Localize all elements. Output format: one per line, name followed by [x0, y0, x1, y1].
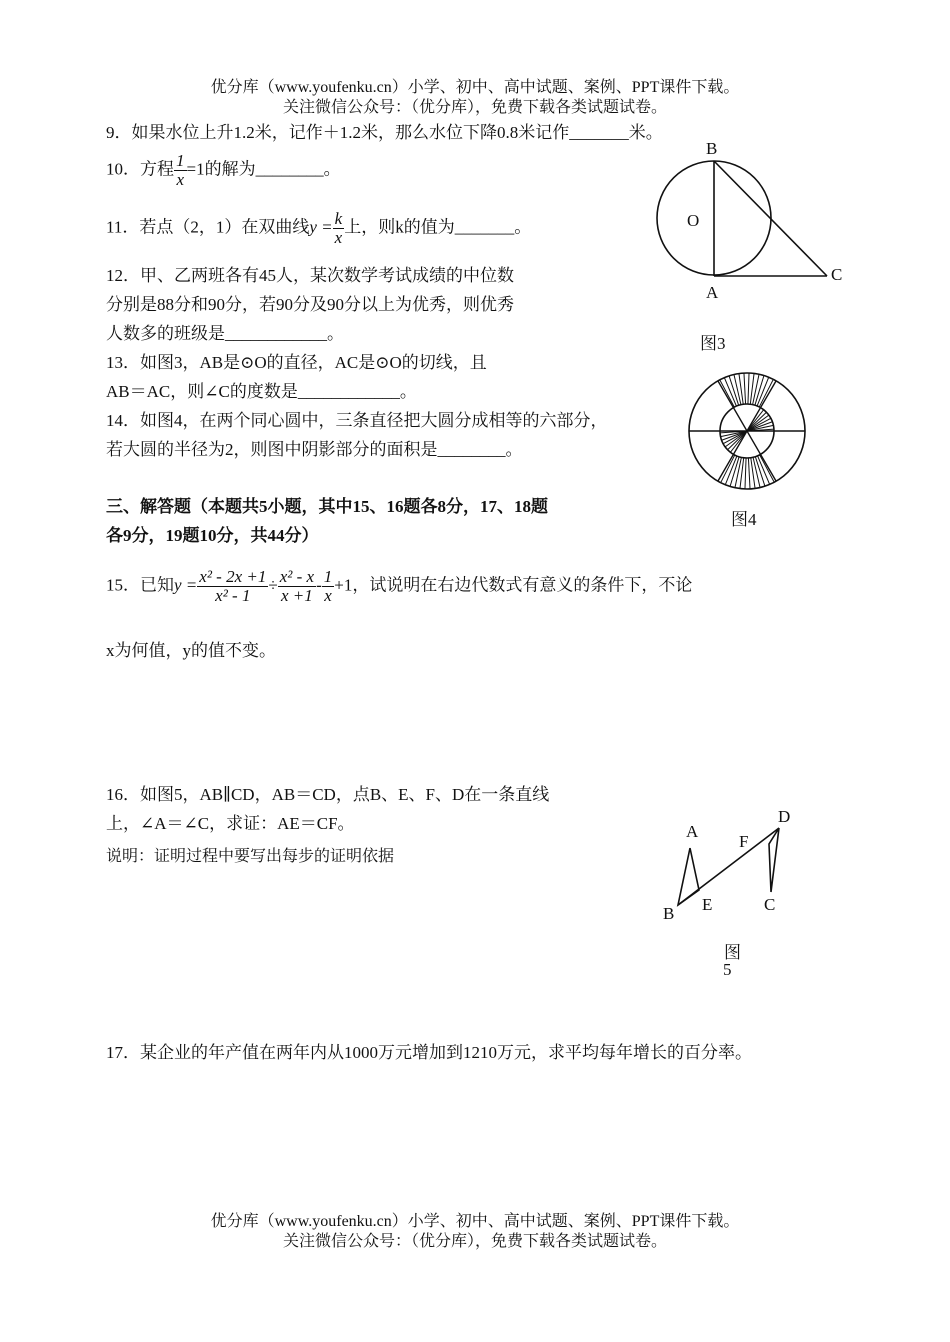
question-11 — [106, 210, 531, 247]
fig5-label-e: E — [702, 895, 713, 914]
fig3-label-a: A — [706, 283, 719, 300]
section-3-title-line-1: 三、解答题（本题共5小题，其中15、16题各8分，17、18题 — [106, 497, 548, 516]
fig4-caption: 图4 — [731, 510, 757, 529]
question-15 — [106, 568, 692, 605]
q15-prefix: 15．已知 — [106, 575, 174, 595]
question-15-line-2: x为何值，y的值不变。 — [106, 641, 276, 660]
q10-prefix: 10．方程 — [106, 159, 174, 179]
question-17: 17．某企业的年产值在两年内从1000万元增加到1210万元，求平均每年增长的百分率。 — [106, 1043, 752, 1062]
figure-5 — [655, 800, 805, 930]
footer-line-1: 优分库（www.youfenku.cn）小学、初中、高中试题、案例、PPT课件下载。 — [210, 1213, 740, 1230]
q11-suffix: 上，则k的值为_______。 — [344, 217, 532, 237]
q15-fraction-1 — [197, 568, 268, 605]
fig4-hatch-line — [745, 458, 746, 489]
fig3-label-b: B — [706, 140, 718, 158]
q15-fraction-3 — [322, 568, 335, 605]
q15-minus: - — [316, 575, 322, 595]
q15-plus1: +1 — [334, 575, 353, 595]
footer-line-2: 关注微信公众号：（优分库），免费下载各类试题试卷。 — [282, 1233, 667, 1250]
q15-f2-den: x +1 — [280, 586, 313, 605]
q10-fraction-den: x — [176, 170, 185, 189]
fig3-label-c: C — [831, 265, 843, 284]
fig5-caption-1: 图 — [724, 943, 741, 962]
question-14-line-1: 14．如图4，在两个同心圆中，三条直径把大圆分成相等的六部分， — [106, 411, 608, 430]
question-12-line-2: 分别是88分和90分，若90分及90分以上为优秀，则优秀 — [106, 295, 514, 314]
question-12-line-3: 人数多的班级是____________。 — [106, 324, 344, 343]
q11-prefix: 11．若点（2，1）在双曲线 — [106, 217, 310, 237]
question-10 — [106, 152, 341, 189]
fig3-caption: 图3 — [700, 334, 726, 353]
question-14-line-2: 若大圆的半径为2，则图中阴影部分的面积是________。 — [106, 440, 523, 459]
q15-y: y = — [174, 575, 198, 595]
question-13-line-2: AB＝AC，则∠C的度数是____________。 — [106, 382, 417, 401]
figure-3 — [640, 140, 860, 300]
fig5-label-b: B — [663, 904, 675, 923]
q11-fraction — [333, 210, 345, 247]
q11-fraction-num: k — [334, 209, 343, 228]
fig4-hatch-line — [744, 373, 746, 404]
fig5-label-c: C — [764, 895, 776, 914]
q15-f3-num: 1 — [323, 567, 333, 586]
header-line-2: 关注微信公众号：（优分库），免费下载各类试题试卷。 — [282, 99, 667, 116]
q15-fraction-2 — [278, 568, 316, 605]
fig5-triangle-cdf — [769, 828, 779, 892]
fig5-caption-2: 5 — [723, 960, 732, 979]
q10-fraction — [174, 152, 187, 189]
section-3-title-line-2: 各9分，19题10分，共44分） — [106, 526, 319, 545]
q11-y: y = — [309, 217, 333, 237]
fig4-hatch-line — [748, 373, 749, 404]
q15-suffix: ，试说明在右边代数式有意义的条件下，不论 — [352, 575, 693, 595]
question-12-line-1: 12．甲、乙两班各有45人，某次数学考试成绩的中位数 — [106, 266, 514, 285]
header-line-1: 优分库（www.youfenku.cn）小学、初中、高中试题、案例、PPT课件下载。 — [210, 79, 740, 96]
q15-div: ÷ — [268, 575, 278, 595]
fig5-label-d: D — [778, 807, 791, 826]
question-9: 9．如果水位上升1.2米，记作＋1.2米，那么水位下降0.8米记作_______米。 — [106, 123, 663, 142]
fig5-label-a: A — [686, 822, 699, 841]
q10-fraction-num: 1 — [176, 151, 185, 170]
q15-f2-num: x² - x — [279, 567, 315, 586]
question-13-line-1: 13．如图3，AB是⊙O的直径，AC是⊙O的切线，且 — [106, 353, 487, 372]
q10-suffix: =1的解为________。 — [186, 159, 341, 179]
question-16-line-1: 16．如图5，AB∥CD，AB＝CD，点B、E、F、D在一条直线 — [106, 785, 550, 804]
fig3-line-bc — [714, 161, 827, 276]
question-16-note: 说明：证明过程中要写出每步的证明依据 — [106, 846, 395, 865]
question-16-line-2: 上，∠A＝∠C，求证：AE＝CF。 — [106, 814, 355, 833]
fig4-hatch-line — [748, 458, 750, 489]
q11-fraction-den: x — [334, 228, 343, 247]
fig3-label-o: O — [687, 211, 700, 230]
q15-f3-den: x — [324, 586, 332, 605]
q15-f1-num: x² - 2x +1 — [199, 567, 267, 586]
q15-f1-den: x² - 1 — [215, 586, 251, 605]
figure-4 — [682, 370, 812, 495]
fig5-label-f: F — [739, 832, 749, 851]
